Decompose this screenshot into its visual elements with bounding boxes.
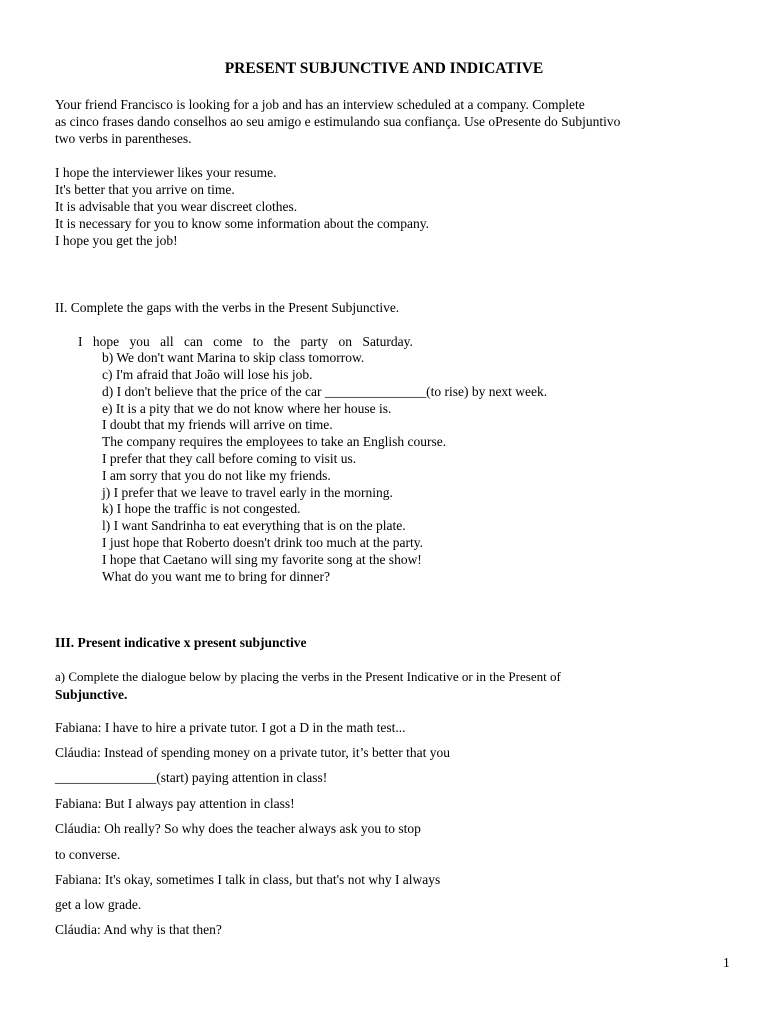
exercise-item: k) I hope the traffic is not congested.: [102, 501, 301, 516]
section-2-heading: II. Complete the gaps with the verbs in the Present Subjunctive.: [55, 300, 400, 315]
exercise-item: I doubt that my friends will arrive on time.: [102, 417, 333, 432]
exercise-item: I prefer that they call before coming to visit us.: [102, 451, 357, 466]
exercise-item: d) I don't believe that the price of the car _______________(to rise) by next week.: [102, 384, 548, 399]
dialogue-line: get a low grade.: [55, 897, 142, 912]
sentence-line: It is advisable that you wear discreet clothes.: [55, 199, 298, 214]
exercise-item: The company requires the employees to take an English course.: [102, 434, 447, 449]
instruction-line: a) Complete the dialogue below by placing the verbs in the Present Indicative or in the Present of: [55, 669, 561, 684]
exercise-item: b) We don't want Marina to skip class tomorrow.: [102, 350, 365, 365]
dialogue-line: Cláudia: And why is that then?: [55, 922, 222, 937]
sentence-line: I hope you get the job!: [55, 233, 178, 248]
dialogue-line: Cláudia: Instead of spending money on a private tutor, it’s better that you: [55, 745, 450, 760]
exercise-item: What do you want me to bring for dinner?: [102, 569, 330, 584]
dialogue-line: Fabiana: But I always pay attention in class!: [55, 796, 295, 811]
sentence-line: I hope the interviewer likes your resume.: [55, 165, 277, 180]
dialogue-line: Fabiana: It's okay, sometimes I talk in class, but that's not why I always: [55, 872, 441, 887]
exercise-item: c) I'm afraid that João will lose his job.: [102, 367, 313, 382]
exercise-item: e) It is a pity that we do not know where her house is.: [102, 401, 392, 416]
intro-line: as cinco frases dando conselhos ao seu amigo e estimulando sua confiança. Use oPresente do Subjuntivo: [55, 114, 621, 129]
section-3-heading: III. Present indicative x present subjunctive: [55, 635, 307, 650]
exercise-item: I hope that Caetano will sing my favorite song at the show!: [102, 552, 422, 567]
dialogue-line: _______________(start) paying attention in class!: [55, 770, 328, 785]
page-number: 1: [723, 955, 730, 970]
sentence-line: It is necessary for you to know some information about the company.: [55, 216, 430, 231]
exercise-item: I hope you all can come to the party on Saturday.: [78, 334, 413, 349]
exercise-item: j) I prefer that we leave to travel early in the morning.: [102, 485, 393, 500]
intro-line: Your friend Francisco is looking for a job and has an interview scheduled at a company. Complete: [55, 97, 585, 112]
exercise-item: I just hope that Roberto doesn't drink too much at the party.: [102, 535, 423, 550]
instruction-line: Subjunctive.: [55, 687, 128, 702]
sentence-line: It's better that you arrive on time.: [55, 182, 235, 197]
exercise-item: I am sorry that you do not like my friends.: [102, 468, 331, 483]
intro-line: two verbs in parentheses.: [55, 131, 192, 146]
exercise-item: l) I want Sandrinha to eat everything that is on the plate.: [102, 518, 406, 533]
page-title: PRESENT SUBJUNCTIVE AND INDICATIVE: [224, 60, 544, 77]
dialogue-line: Fabiana: I have to hire a private tutor. I got a D in the math test...: [55, 720, 406, 735]
dialogue-line: Cláudia: Oh really? So why does the teacher always ask you to stop: [55, 821, 421, 836]
dialogue-line: to converse.: [55, 847, 121, 862]
